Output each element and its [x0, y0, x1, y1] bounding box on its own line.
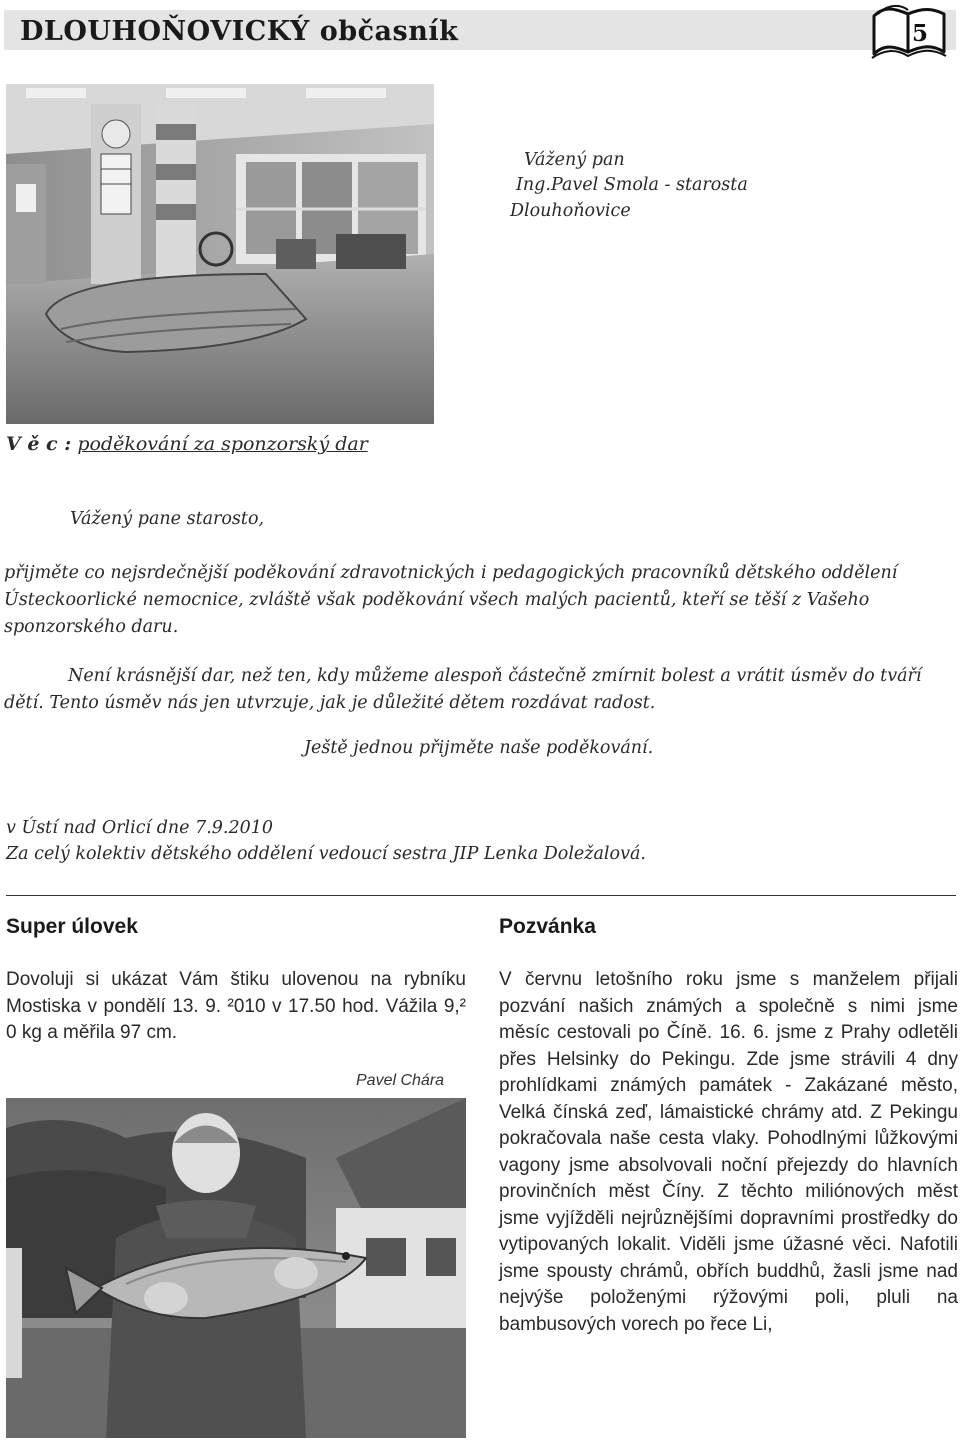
- article-body: V červnu letošního roku jsme s manželem přijali pozvání našich známých a společně s nimi jsme měsíc cestovali po Číně. 16. 6. jsme z Prahy odletěli přes Helsinky do Pekingu. Zde jsme strávili 4 dny prohlídkami známých památek - Zakázané město, Velká čínská zeď, lámaistické chrámy atd. Z Pekingu pokračovala naše cesta vlaky. Pohodlnými lůžkovými vagony jsme absolvovali noční přejezdy do hlavních provinčních měst Číny. Z těchto miliónových měst jsme vyjížděli nejrůznějšími dopravními prostředky do vytipovaných lokalit. Viděli jsme úžasné věci. Nafotili jsme spousty chrámů, obřích buddhů, žasli jsme nad nejvýše položenými rýžovými poli, pluli na bambusových vorech po řece Li,: [499, 969, 958, 1335]
- newsletter-title: DLOUHOŇOVICKÝ občasník: [20, 16, 459, 47]
- article-author: Pavel Chára: [356, 1072, 445, 1089]
- article-heading: Pozvánka: [499, 915, 596, 938]
- letter-signature: Za celý kolektiv dětského oddělení vedoucí sestra JIP Lenka Doležalová.: [6, 844, 646, 864]
- page-number: 5: [912, 20, 929, 47]
- article-heading: Super úlovek: [6, 915, 138, 938]
- subject-label: V ě c :: [6, 433, 72, 455]
- article-pozvanka: [499, 915, 958, 1338]
- letter-salutation: Vážený pane starosto,: [70, 509, 265, 529]
- recipient-line: Vážený pan: [524, 150, 625, 170]
- article-super-ulovek: [6, 915, 466, 1047]
- letter-paragraph: Není krásnější dar, než ten, kdy můžeme alespoň částečně zmírnit bolest a vrátit úsměv do tváří dětí. Tento úsměv nás jen utvrzuje, jak je důležité dětem rozdávat radost.: [4, 666, 922, 713]
- letter-subject: [6, 433, 368, 455]
- letter-paragraph: přijměte co nejsrdečnější poděkování zdravotnických i pedagogických pracovníků dětského oddělení Ústeckoorlické nemocnice, zvláště však poděkování všech malých pacientů, kteří se těší z Vašeho sponzorského daru.: [4, 563, 898, 637]
- section-divider: [6, 895, 956, 896]
- letter-closing: Ještě jednou přijměte naše poděkování.: [304, 738, 654, 758]
- recipient-line: Ing.Pavel Smola - starosta: [516, 175, 748, 195]
- book-icon: [868, 2, 950, 66]
- article-body: Dovoluji si ukázat Vám štiku ulovenou na rybníku Mostiska v pondělí 13. 9. ²010 v 17.50 hod. Vážila 9,² 0 kg a měřila 97 cm.: [6, 969, 466, 1043]
- pike-catch-photo: [6, 1098, 466, 1438]
- recipient-line: Dlouhoňovice: [510, 201, 631, 221]
- subject-text: poděkování za sponzorský dar: [77, 433, 368, 455]
- hospital-ward-photo: [6, 84, 434, 424]
- letter-place-date: v Ústí nad Orlicí dne 7.9.2010: [6, 818, 274, 838]
